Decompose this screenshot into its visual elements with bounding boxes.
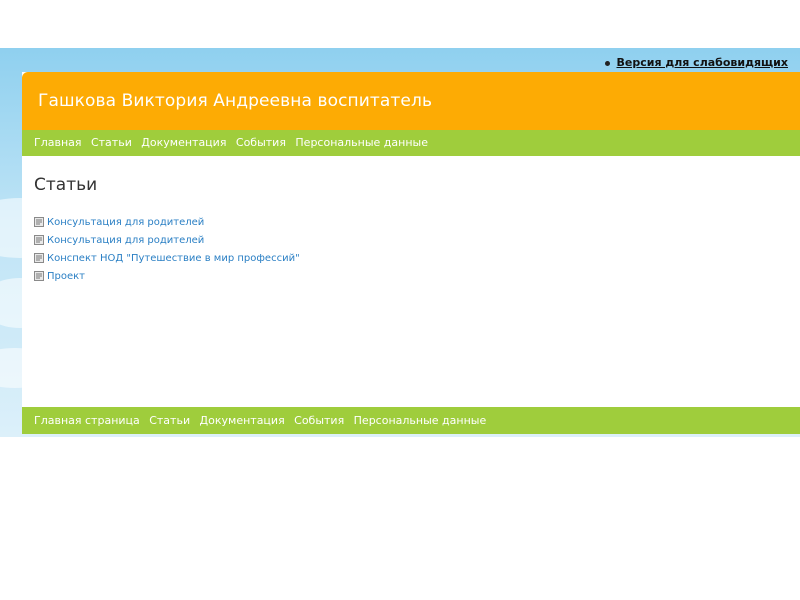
footer-item-events[interactable]: События bbox=[294, 414, 345, 427]
article-link[interactable]: Конспект НОД "Путешествие в мир профессий" bbox=[47, 252, 300, 264]
page-container bbox=[22, 72, 800, 434]
low-vision-version-link[interactable]: Версия для слабовидящих bbox=[616, 56, 788, 69]
list-item bbox=[34, 249, 300, 267]
article-list bbox=[34, 213, 300, 285]
footer-item-documentation[interactable]: Документация bbox=[199, 414, 285, 427]
document-icon bbox=[34, 271, 44, 281]
footer-navigation bbox=[22, 407, 800, 434]
article-link[interactable]: Консультация для родителей bbox=[47, 216, 205, 228]
nav-item-articles[interactable]: Статьи bbox=[90, 136, 132, 149]
list-item bbox=[34, 213, 300, 231]
main-navigation bbox=[22, 130, 800, 156]
document-icon bbox=[34, 235, 44, 245]
site-header bbox=[22, 72, 800, 130]
list-item bbox=[34, 231, 300, 249]
footer-item-articles[interactable]: Статьи bbox=[149, 414, 191, 427]
list-item bbox=[34, 267, 300, 285]
list-item bbox=[605, 56, 789, 69]
nav-item-personal-data[interactable]: Персональные данные bbox=[295, 136, 428, 149]
article-link[interactable]: Проект bbox=[47, 270, 86, 282]
page-title: Статьи bbox=[34, 175, 98, 195]
footer-item-home[interactable]: Главная страница bbox=[34, 414, 140, 427]
document-icon bbox=[34, 253, 44, 263]
document-icon bbox=[34, 217, 44, 227]
nav-item-documentation[interactable]: Документация bbox=[141, 136, 227, 149]
accessibility-links bbox=[605, 56, 789, 69]
nav-item-home[interactable]: Главная bbox=[34, 136, 82, 149]
article-link[interactable]: Консультация для родителей bbox=[47, 234, 205, 246]
nav-item-events[interactable]: События bbox=[235, 136, 286, 149]
site-title: Гашкова Виктория Андреевна воспитатель bbox=[38, 91, 433, 111]
footer-item-personal-data[interactable]: Персональные данные bbox=[353, 414, 487, 427]
